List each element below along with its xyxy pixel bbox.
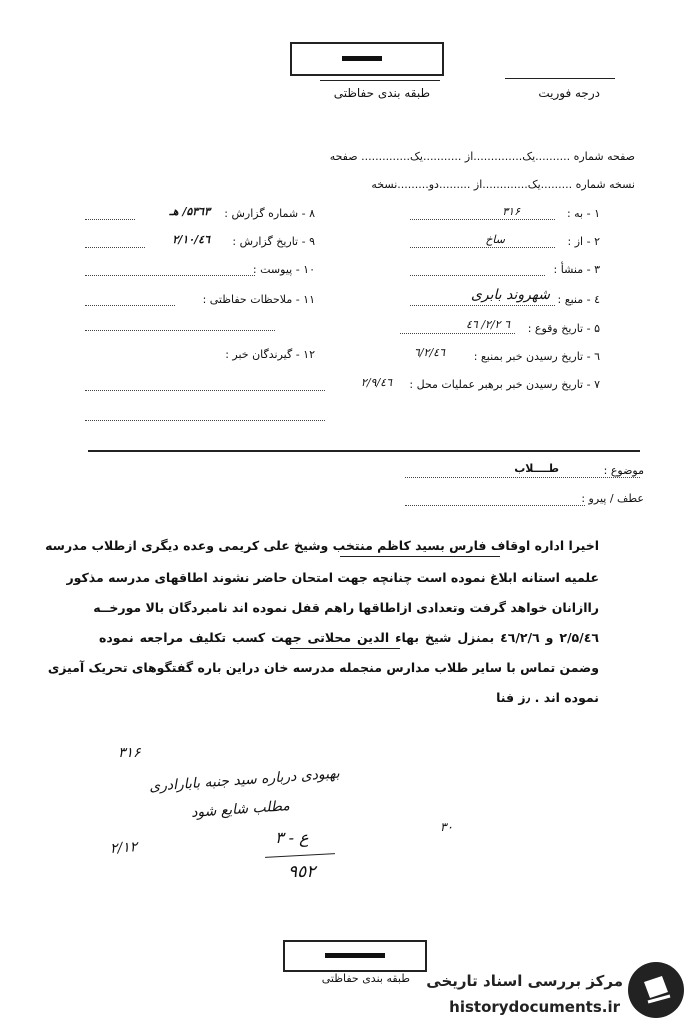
body-line-3: راازانان خواهد گرفت وتعدادی ازاطاقها راهم قفل نموده اند نامبردگان بالا مورخــه [93,600,599,615]
top-line-left [320,80,440,81]
body-line-6: نموده اند . ٫ز فنا [496,690,599,705]
field-occurrence-date-dots [400,333,515,334]
subject-dots [405,477,640,478]
field-security-notes-label: ۱۱ - ملاحظات حفاظتی : [202,293,315,306]
field-recipients-label: ۱۲ - گیرندگان خبر : [225,348,315,361]
watermark-title: مرکز بررسی اسناد تاریخی [426,972,623,990]
field-report-no-dots [85,219,135,220]
copy-number: نسخه شماره .........یک.............از .........دو.........نسخه [371,178,635,191]
field-security-notes-dots-2 [85,330,275,331]
field-attachment-label: ۱۰ - پیوست : [252,263,315,276]
field-occurrence-date-value: ٦ ۲/۲/ ٤٦ [466,318,510,331]
top-classification-label: طبقه بندی حفاظتی [333,86,430,100]
field-source-value: شهروند بابری [470,287,550,303]
field-ops-received-value: ٤٦/۲/۹ [360,376,392,389]
fields-left [85,205,330,435]
watermark-url: historydocuments.ir [449,998,620,1016]
bottom-stamp-bar [325,953,385,958]
field-source-received-label: ٦ - تاریخ رسیدن خبر بمنبع : [473,350,600,363]
top-classification-stamp [290,42,444,76]
subject-label: موضوع : [603,464,644,477]
handwritten-note-top: ۳۱۶ [118,745,141,761]
archive-logo-icon [628,962,684,1018]
handwritten-number-mid: ۳ - ع [275,828,309,847]
body-line-2: علمیه استانه ابلاغ نموده است چنانچه جهت امتحان حاضر نشوند اطاقهای مدرسه مذکور [66,570,599,585]
field-from-label: ۲ - از : [567,235,600,248]
top-stamp-bar [342,56,382,61]
urgency-label: درجه فوریت [538,86,600,100]
subject-value: طــــلاب [514,462,559,475]
field-recipients-dots-2 [85,420,325,421]
body-underline-4 [290,648,400,649]
field-report-date-value: ٤٦/۲/۱۰ [172,233,210,246]
field-to-value: ۳۱۶ [502,205,520,218]
handwritten-number-rule [265,853,335,858]
field-security-notes-dots [85,305,175,306]
handwritten-note-line-2: مطلب شایع شود [190,798,291,821]
archive-logo-glyph [628,962,684,1018]
reference-label: عطف / پیرو : [581,492,644,505]
body-line-1: اخیرا اداره اوقاف فارس بسید کاظم منتخب وشیخ علی کریمی وعده دیگری ازطلاب مدرسه [45,538,599,553]
handwritten-small-mark: ۳۰ [440,820,453,834]
handwritten-number-bottom: ٩٥٢ [288,862,316,882]
field-source-dots [410,305,555,306]
field-to-label: ۱ - به : [566,207,600,220]
field-occurrence-date-label: ۵ - تاریخ وقوع : [527,322,600,335]
section-divider [88,450,640,452]
field-ops-received-label: ۷ - تاریخ رسیدن خبر برهبر عملیات محل : [409,378,600,391]
page-number: صفحه شماره ..........یک..............از ...........یک.............. صفحه [329,150,635,163]
field-origin-label: ۳ - منشأ : [553,263,600,276]
field-origin-dots [410,275,545,276]
top-line-right [505,78,615,79]
field-from-value: ساخ [485,233,505,246]
field-report-no-label: ۸ - شماره گزارش : [224,207,315,220]
body-line-5: وضمن تماس با سایر طلاب مدارس منجمله مدرسه خان دراین باره گفتگوهای تحریک آمیزی [47,660,599,675]
field-report-date-label: ۹ - تاریخ گزارش : [232,235,315,248]
field-source-received-value: ٤٦/۲/٦ [413,346,445,359]
bottom-classification-stamp [283,940,427,972]
body-line-4: ٤٦/۲/۵ و ٤٦/۲/٦ بمنزل شیخ بهاء الدین محلاتی جهت کسب تکلیف مراجعه نموده [99,630,599,645]
field-from-dots [410,247,555,248]
field-to-dots [410,219,555,220]
body-underline-1 [340,556,500,557]
field-source-label: ٤ - منبع : [557,293,600,306]
field-report-date-dots [85,247,145,248]
field-report-no-value: ۵۳٦٣/ هـ [169,205,210,218]
handwritten-note-line-3: ۲/۱۲ [109,839,138,857]
fields-right [340,205,640,395]
bottom-classification-label: طبقه بندی حفاظتی [321,972,410,985]
field-attachment-dots [85,275,255,276]
reference-dots [405,505,585,506]
field-recipients-dots [85,390,325,391]
handwritten-note-line-1: بهبودی درباره سید جنبه بابارادری [148,765,341,795]
